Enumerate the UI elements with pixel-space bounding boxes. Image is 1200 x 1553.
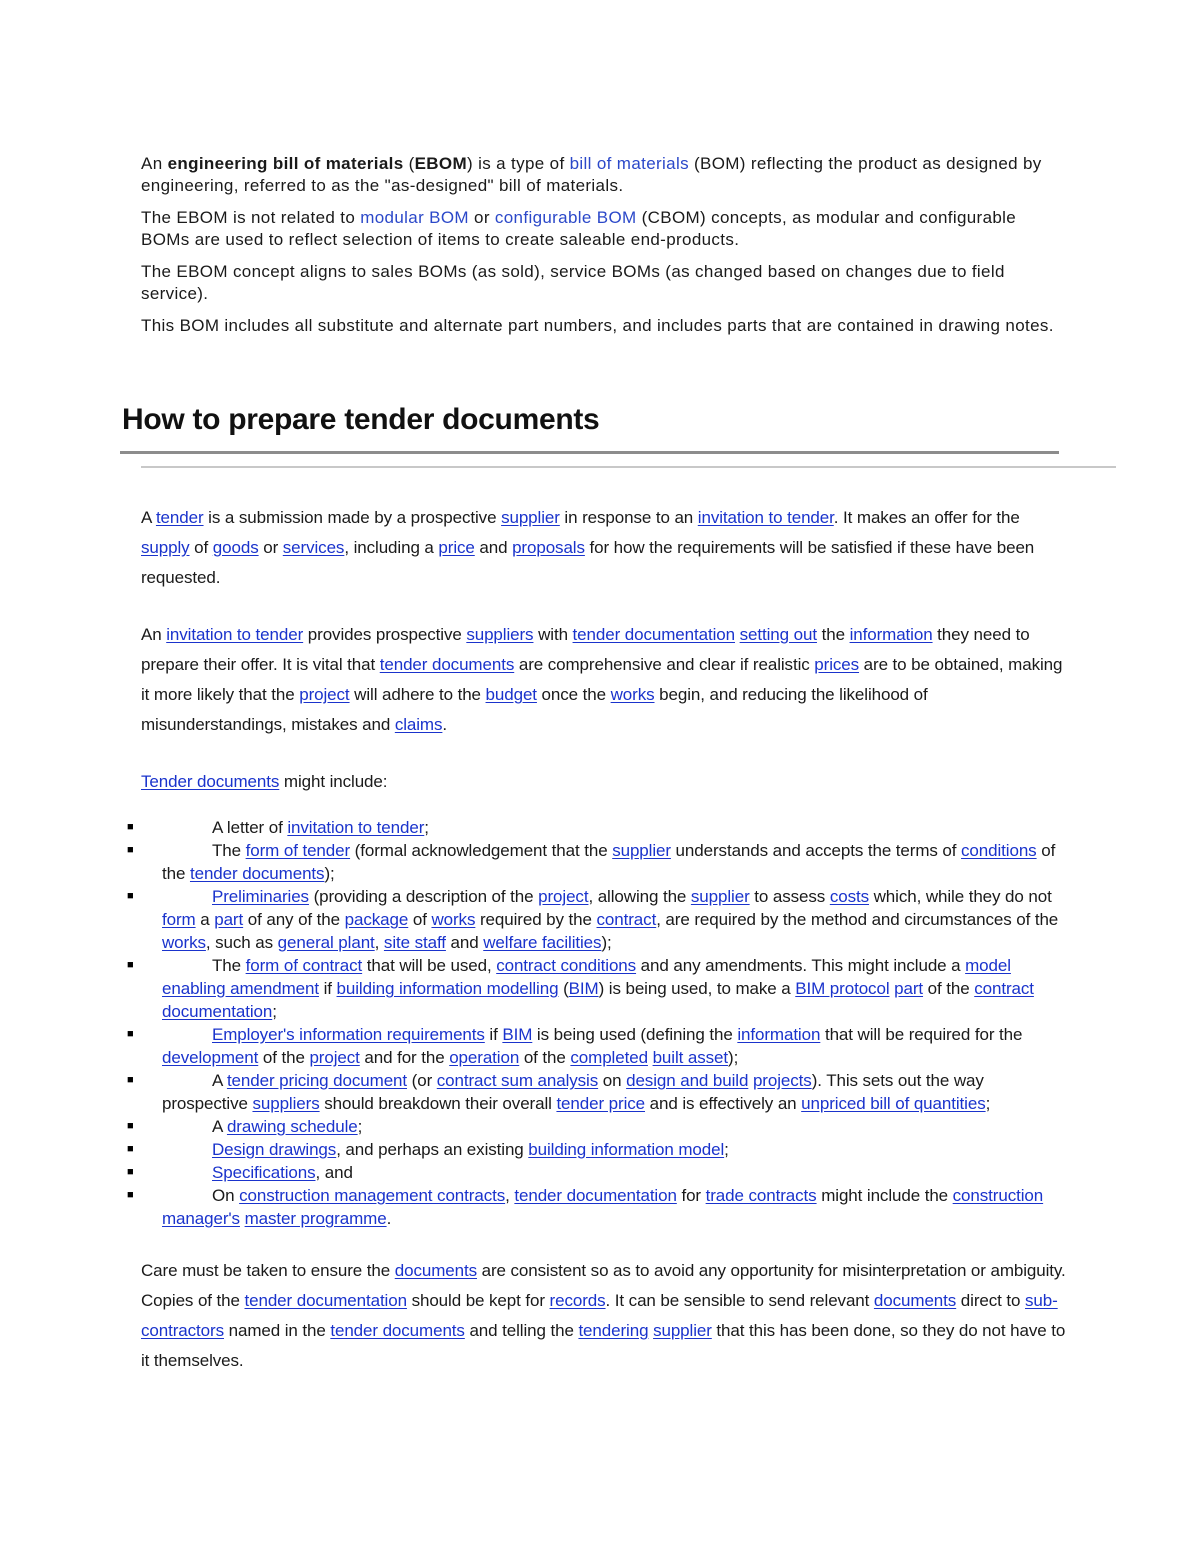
text: with [533, 625, 573, 644]
text: A letter of [212, 818, 288, 837]
list-item [127, 1161, 1071, 1184]
link-supplier[interactable]: supplier [653, 1321, 712, 1340]
text: required by the [475, 910, 597, 929]
text: ( [403, 154, 415, 173]
text: and [445, 933, 484, 952]
link-drawing-schedule[interactable]: drawing schedule [226, 1117, 358, 1136]
text: in response to an [559, 508, 698, 527]
link-trade-contracts[interactable]: trade contracts [705, 1186, 817, 1205]
text: of the [258, 1048, 310, 1067]
text: of any of the [243, 910, 345, 929]
link-costs[interactable]: costs [829, 887, 869, 906]
text: and [474, 538, 513, 557]
link-modular-bom[interactable]: modular BOM [360, 208, 469, 227]
text: are consistent so as to avoid any opportunity for misinterpretation or ambiguity. Copies of the [141, 1261, 1066, 1310]
text: . It makes an offer for the [833, 508, 1020, 527]
text: that will be used, [362, 956, 497, 975]
link-built-asset[interactable]: built asset [652, 1048, 729, 1067]
text: The [212, 956, 246, 975]
link-setting-out[interactable]: setting out [739, 625, 817, 644]
link-contract-documentation[interactable]: contract documentation [162, 979, 1034, 1021]
link-construction-managers[interactable]: construction manager's [162, 1186, 1044, 1228]
text: , allowing the [588, 887, 691, 906]
text: ); [728, 1048, 739, 1067]
text: , are required by the method and circumstances of the [656, 910, 1059, 929]
square-bullet-icon: ■ [127, 1189, 134, 1201]
tender-paragraph-1 [141, 503, 1071, 593]
link-services[interactable]: services [282, 538, 345, 557]
text: if [318, 979, 337, 998]
link-project[interactable]: project [538, 887, 589, 906]
link-preliminaries[interactable]: Preliminaries [212, 887, 309, 906]
tender-paragraph-4 [141, 1256, 1071, 1376]
text: of [408, 910, 432, 929]
ebom-paragraph-4: This BOM includes all substitute and alternate part numbers, and includes parts that are contained in drawing notes. [141, 316, 1054, 335]
link-sub-contractors[interactable]: sub-contractors [141, 1291, 1058, 1340]
link-master-programme[interactable]: master programme [244, 1209, 387, 1228]
link-prices[interactable]: prices [814, 655, 860, 674]
link-invitation-to-tender[interactable]: invitation to tender [697, 508, 834, 527]
text: of [189, 538, 213, 557]
text: should be kept for [406, 1291, 550, 1310]
text: named in the [224, 1321, 331, 1340]
text: might include the [816, 1186, 953, 1205]
link-specifications[interactable]: Specifications [212, 1163, 316, 1182]
link-tender-documents[interactable]: Tender documents [141, 772, 280, 791]
link-development[interactable]: development [162, 1048, 259, 1067]
tender-section [127, 503, 1071, 1376]
text: are to be obtained, making it more likely that the [141, 655, 1063, 704]
ebom-section [141, 153, 1061, 348]
text: understands and accepts the terms of [670, 841, 962, 860]
link-contract[interactable]: contract [596, 910, 657, 929]
link-invitation-to-tender[interactable]: invitation to tender [166, 625, 304, 644]
text: The EBOM is not related to [141, 208, 361, 227]
link-price[interactable]: price [438, 538, 475, 557]
list-item [127, 885, 1071, 954]
link-supplier[interactable]: supplier [501, 508, 560, 527]
text: An [141, 154, 168, 173]
text: . [386, 1209, 392, 1228]
list-item [127, 1115, 1071, 1138]
link-site-staff[interactable]: site staff [383, 933, 446, 952]
text: The [212, 841, 246, 860]
text: is being used (defining the [532, 1025, 738, 1044]
text: and is effectively an [645, 1094, 802, 1113]
text: , and perhaps an existing [336, 1140, 529, 1159]
text: direct to [956, 1291, 1026, 1310]
text: once the [536, 685, 611, 704]
text: Care must be taken to ensure the [141, 1261, 395, 1280]
square-bullet-icon: ■ [127, 821, 134, 833]
link-unpriced-bill-of-quantities[interactable]: unpriced bill of quantities [801, 1094, 986, 1113]
text: , [505, 1186, 515, 1205]
text: , and [315, 1163, 353, 1182]
text: ; [357, 1117, 363, 1136]
text: (or [407, 1071, 437, 1090]
text: and any amendments. This might include a [636, 956, 966, 975]
link-tender-pricing-document[interactable]: tender pricing document [226, 1071, 408, 1090]
link-completed[interactable]: completed [570, 1048, 648, 1067]
text: might include: [279, 772, 388, 791]
link-tender-documents[interactable]: tender documents [189, 864, 325, 883]
text: ) is a type of [467, 154, 570, 173]
text: provides prospective [303, 625, 467, 644]
link-construction-management-contracts[interactable]: construction management contracts [239, 1186, 506, 1205]
text: (CBOM) concepts, as modular and configurable BOMs are used to reflect selection of items to create saleable end-products. [141, 208, 1017, 249]
link-works[interactable]: works [610, 685, 655, 704]
link-building-information-model[interactable]: building information model [528, 1140, 725, 1159]
text: A [141, 508, 156, 527]
link-configurable-bom[interactable]: configurable BOM [494, 208, 637, 227]
list-item [127, 1069, 1071, 1115]
link-tender-documentation[interactable]: tender documentation [572, 625, 735, 644]
link-model-enabling-amendment[interactable]: model enabling amendment [162, 956, 1011, 998]
text: ) is being used, to make a [598, 979, 796, 998]
link-documents[interactable]: documents [394, 1261, 477, 1280]
text: or [258, 538, 283, 557]
link-project[interactable]: project [299, 685, 350, 704]
list-item [127, 1138, 1071, 1161]
text: A [212, 1117, 227, 1136]
link-supply[interactable]: supply [141, 538, 190, 557]
ebom-paragraph-2 [141, 207, 1061, 250]
square-bullet-icon: ■ [127, 1028, 134, 1040]
link-documents[interactable]: documents [873, 1291, 957, 1310]
link-supplier[interactable]: supplier [612, 841, 671, 860]
link-tender-price[interactable]: tender price [556, 1094, 646, 1113]
tender-paragraph-2 [141, 620, 1071, 740]
text: ); [324, 864, 335, 883]
link-tender-documentation[interactable]: tender documentation [514, 1186, 677, 1205]
link-contract-conditions[interactable]: contract conditions [496, 956, 637, 975]
text: and for the [359, 1048, 450, 1067]
link-bim[interactable]: BIM [568, 979, 599, 998]
link-suppliers[interactable]: suppliers [252, 1094, 320, 1113]
square-bullet-icon: ■ [127, 1166, 134, 1178]
link-projects[interactable]: projects [752, 1071, 812, 1090]
text: ( [558, 979, 569, 998]
link-project[interactable]: project [309, 1048, 360, 1067]
link-contract-sum-analysis[interactable]: contract sum analysis [436, 1071, 599, 1090]
link-design-drawings[interactable]: Design drawings [212, 1140, 337, 1159]
text: . [442, 715, 448, 734]
link-tender-documents[interactable]: tender documents [379, 655, 515, 674]
tender-paragraph-3 [141, 767, 1071, 797]
link-tender-documentation[interactable]: tender documentation [244, 1291, 407, 1310]
text: of the [519, 1048, 571, 1067]
text: (formal acknowledgement that the [350, 841, 613, 860]
text: a [195, 910, 215, 929]
link-information[interactable]: information [737, 1025, 821, 1044]
text: on [598, 1071, 627, 1090]
text: ; [985, 1094, 991, 1113]
text: ); [601, 933, 612, 952]
link-tendering[interactable]: tendering [578, 1321, 649, 1340]
text: ). This sets out the way prospective [162, 1071, 984, 1113]
link-building-information-modelling[interactable]: building information modelling [336, 979, 559, 998]
link-proposals[interactable]: proposals [512, 538, 585, 557]
square-bullet-icon: ■ [127, 1074, 134, 1086]
square-bullet-icon: ■ [127, 844, 134, 856]
link-form-of-tender[interactable]: form of tender [245, 841, 351, 860]
text: , [374, 933, 384, 952]
link-supplier[interactable]: supplier [690, 887, 750, 906]
text: A [212, 1071, 227, 1090]
link-package[interactable]: package [344, 910, 409, 929]
text: ; [424, 818, 429, 837]
link-records[interactable]: records [549, 1291, 606, 1310]
text: or [468, 208, 495, 227]
text: that will be required for the [820, 1025, 1023, 1044]
text: are comprehensive and clear if realistic [514, 655, 815, 674]
text: the [816, 625, 850, 644]
link-budget[interactable]: budget [485, 685, 537, 704]
list-item [127, 1184, 1071, 1230]
link-bim[interactable]: BIM [502, 1025, 533, 1044]
square-bullet-icon: ■ [127, 1120, 134, 1132]
text: if [484, 1025, 503, 1044]
bold-term: engineering bill of materials [167, 154, 404, 173]
link-part[interactable]: part [894, 979, 924, 998]
link-general-plant[interactable]: general plant [277, 933, 375, 952]
link-works[interactable]: works [162, 933, 206, 952]
heading-divider [120, 451, 1059, 454]
link-welfare-facilities[interactable]: welfare facilities [483, 933, 602, 952]
link-claims[interactable]: claims [394, 715, 443, 734]
link-tender[interactable]: tender [155, 508, 204, 527]
square-bullet-icon: ■ [127, 1143, 134, 1155]
text: . It can be sensible to send relevant [605, 1291, 874, 1310]
ebom-paragraph-1 [141, 153, 1061, 196]
link-part[interactable]: part [214, 910, 244, 929]
link-conditions[interactable]: conditions [961, 841, 1037, 860]
link-employers-information-requirements[interactable]: Employer's information requirements [212, 1025, 485, 1044]
link-invitation-to-tender[interactable]: invitation to tender [287, 818, 425, 837]
text: which, while they do not [869, 887, 1052, 906]
list-item [127, 839, 1071, 885]
text: will adhere to the [349, 685, 486, 704]
text: (BOM) reflecting the product as designed by engineering, referred to as the "as-designed" bill of materials. [141, 154, 1042, 195]
square-bullet-icon: ■ [127, 890, 134, 902]
text: that this has been done, so they do not have to it themselves. [141, 1321, 1066, 1370]
list-item [127, 1023, 1071, 1069]
list-item [127, 954, 1071, 1023]
link-works[interactable]: works [431, 910, 476, 929]
section-divider [141, 466, 1116, 468]
bold-term: EBOM [414, 154, 468, 173]
link-form[interactable]: form [162, 910, 196, 929]
text: ; [724, 1140, 729, 1159]
link-bim-protocol[interactable]: BIM protocol [795, 979, 890, 998]
text: begin, and reducing the likelihood of misunderstandings, mistakes and [141, 685, 928, 734]
text: should breakdown their overall [319, 1094, 557, 1113]
text: for [676, 1186, 706, 1205]
text: , such as [205, 933, 278, 952]
text: of the [923, 979, 975, 998]
text: to assess [749, 887, 830, 906]
link-operation[interactable]: operation [449, 1048, 520, 1067]
link-tender-documents[interactable]: tender documents [330, 1321, 465, 1340]
page-heading: How to prepare tender documents [122, 403, 600, 436]
tender-documents-list [127, 816, 1071, 1230]
text: and telling the [464, 1321, 579, 1340]
link-design-and-build[interactable]: design and build [626, 1071, 749, 1090]
link-goods[interactable]: goods [212, 538, 259, 557]
link-suppliers[interactable]: suppliers [466, 625, 534, 644]
text: of the [162, 841, 1056, 883]
text: (providing a description of the [308, 887, 539, 906]
text: they need to prepare their offer. It is vital that [141, 625, 1030, 674]
link-bill-of-materials[interactable]: bill of materials [569, 154, 689, 173]
ebom-paragraph-3: The EBOM concept aligns to sales BOMs (as sold), service BOMs (as changed based on changes due to field service). [141, 262, 1005, 303]
text: , including a [344, 538, 439, 557]
text: for how the requirements will be satisfied if these have been requested. [141, 538, 1035, 587]
text: is a submission made by a prospective [203, 508, 502, 527]
text: An [141, 625, 167, 644]
text: ; [272, 1002, 277, 1021]
square-bullet-icon: ■ [127, 959, 134, 971]
text: On [212, 1186, 240, 1205]
link-form-of-contract[interactable]: form of contract [245, 956, 363, 975]
list-item [127, 816, 1071, 839]
link-information[interactable]: information [849, 625, 933, 644]
